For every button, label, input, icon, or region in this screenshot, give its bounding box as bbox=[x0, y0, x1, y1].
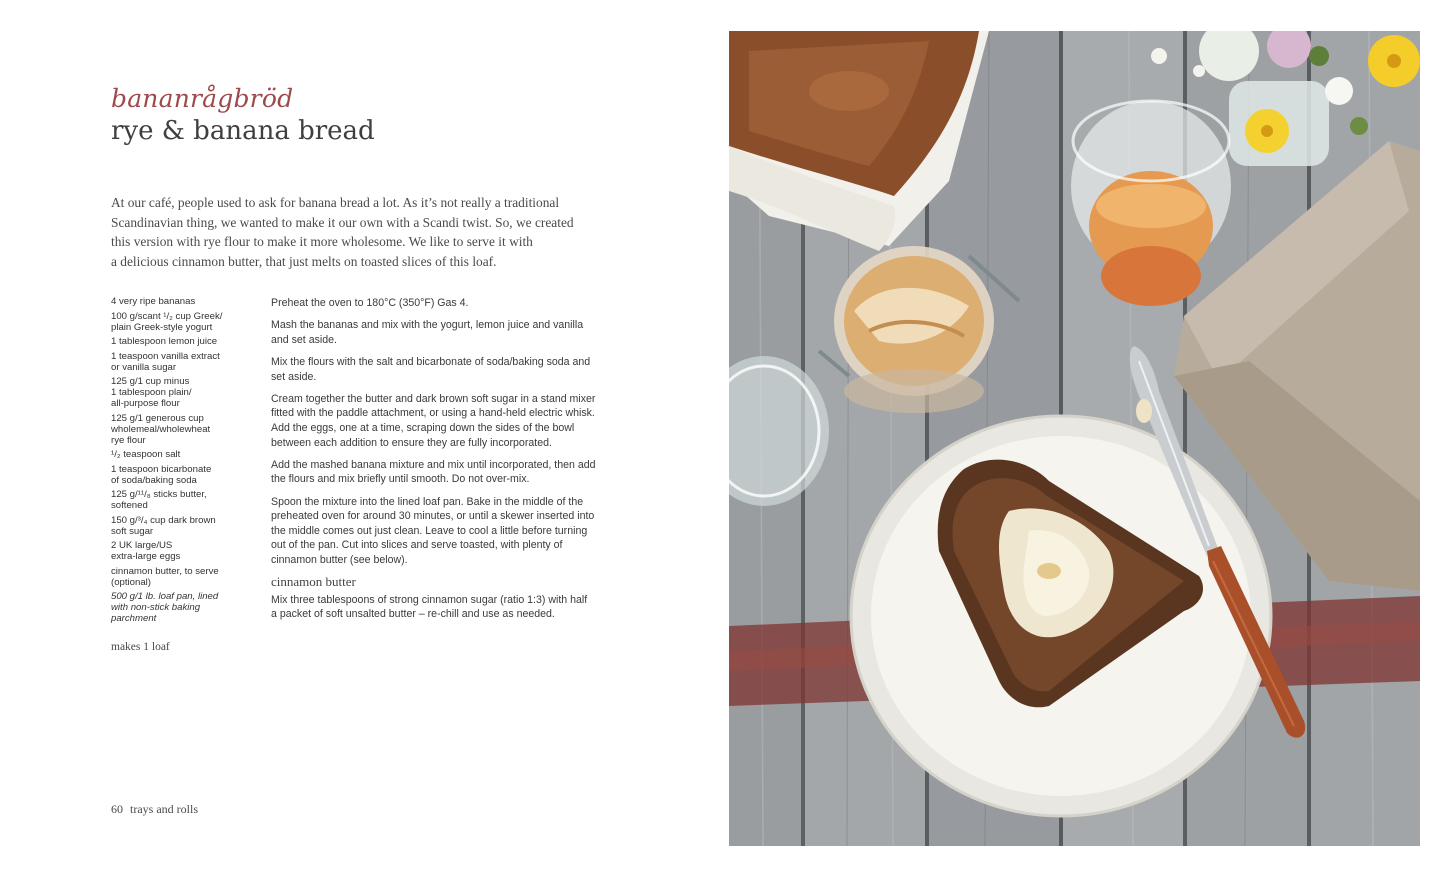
ingredient-line: 125 g/1 cup minus bbox=[111, 376, 190, 387]
method-line: Add the mashed banana mixture and mix until incorporated, then add bbox=[271, 458, 596, 471]
ingredient-line: 1 teaspoon bicarbonate bbox=[111, 463, 212, 475]
method-line: set aside. bbox=[271, 370, 317, 383]
method-step bbox=[271, 355, 661, 384]
method-line: fitted with the paddle attachment, or using a hand-held electric whisk. bbox=[271, 407, 595, 420]
page-footer bbox=[111, 802, 198, 817]
intro-paragraph bbox=[111, 193, 611, 271]
ingredient-line: 4 very ripe bananas bbox=[111, 296, 196, 307]
section-name: trays and rolls bbox=[130, 802, 198, 816]
method-step bbox=[271, 495, 661, 568]
method-line: Cream together the butter and dark brown soft sugar in a stand mixer bbox=[271, 392, 596, 405]
intro-line: a delicious cinnamon butter, that just melts on toasted slices of this loaf. bbox=[111, 253, 497, 269]
equipment-line: 500 g/1 lb. loaf pan, lined bbox=[111, 591, 219, 602]
ingredient-line: 125 g/1 generous cup bbox=[111, 412, 204, 424]
ingredient-item bbox=[111, 489, 251, 511]
method-line: Mash the bananas and mix with the yogurt, lemon juice and vanilla bbox=[271, 319, 584, 332]
equipment-note bbox=[111, 591, 251, 624]
ingredient-line: softened bbox=[111, 500, 148, 511]
ingredient-item bbox=[111, 376, 251, 409]
method-line: the middle comes out just clean. Leave to cool a little before turning bbox=[271, 524, 588, 537]
ingredient-line: 1 tablespoon lemon juice bbox=[111, 336, 218, 347]
ingredient-line: soft sugar bbox=[111, 525, 154, 537]
ingredient-item bbox=[111, 464, 251, 486]
method-line: out of the pan. Cut into slices and serve toasted, with plenty of bbox=[271, 539, 563, 552]
method-line: cinnamon butter (see below). bbox=[271, 553, 408, 566]
food-photo bbox=[729, 31, 1420, 846]
ingredient-item bbox=[111, 449, 251, 460]
equipment-line: parchment bbox=[111, 613, 157, 624]
ingredient-line: all-purpose flour bbox=[111, 398, 180, 409]
ingredient-line: 2 UK large/US bbox=[111, 540, 173, 551]
ingredient-item bbox=[111, 336, 251, 347]
equipment-line: with non-stick baking bbox=[111, 602, 201, 613]
page-number: 60 bbox=[111, 802, 123, 816]
method-line: and set aside. bbox=[271, 333, 337, 346]
method-line: Mix three tablespoons of strong cinnamon sugar (ratio 1:3) with half bbox=[271, 593, 588, 606]
ingredient-item bbox=[111, 540, 251, 562]
ingredient-line: extra-large eggs bbox=[111, 551, 181, 562]
ingredient-line: 1 tablespoon plain/ bbox=[111, 387, 192, 398]
method-line: Mix the flours with the salt and bicarbonate of soda/baking soda and bbox=[271, 355, 591, 368]
ingredient-line: wholemeal/wholewheat bbox=[111, 423, 211, 435]
ingredient-item bbox=[111, 296, 251, 307]
ingredient-line: ¹/₂ teaspoon salt bbox=[111, 449, 181, 460]
ingredient-line: or vanilla sugar bbox=[111, 361, 177, 373]
method-steps bbox=[271, 296, 661, 629]
method-line: a packet of soft unsalted butter – re-chill and use as needed. bbox=[271, 608, 555, 621]
intro-line: Scandinavian thing, we wanted to make it our own with a Scandi twist. So, we created bbox=[111, 214, 574, 230]
intro-line: this version with rye flour to make it more wholesome. We like to serve it with bbox=[111, 234, 533, 250]
method-line: the flours and mix briefly until smooth. Do not over-mix. bbox=[271, 473, 530, 486]
method-line: between each addition to ensure they are fully incorporated. bbox=[271, 436, 552, 449]
cinnamon-butter-text bbox=[271, 593, 661, 622]
ingredient-line: (optional) bbox=[111, 576, 151, 588]
ingredient-line: 1 teaspoon vanilla extract bbox=[111, 350, 220, 362]
ingredient-item bbox=[111, 515, 251, 537]
recipe-title-english: rye & banana bread bbox=[111, 116, 375, 146]
ingredient-item bbox=[111, 351, 251, 373]
ingredient-line: 125 g/¹¹/₈ sticks butter, bbox=[111, 489, 207, 500]
ingredient-item bbox=[111, 566, 251, 588]
ingredient-line: 100 g/scant ¹/₂ cup Greek/ bbox=[111, 310, 223, 322]
ingredient-line: of soda/baking soda bbox=[111, 474, 197, 486]
method-step bbox=[271, 318, 661, 347]
method-step bbox=[271, 458, 661, 487]
method-step bbox=[271, 296, 661, 311]
ingredient-item bbox=[111, 311, 251, 333]
ingredient-line: 150 g/³/₄ cup dark brown bbox=[111, 514, 216, 526]
ingredients-list bbox=[111, 296, 251, 628]
ingredient-line: cinnamon butter, to serve bbox=[111, 565, 219, 577]
recipe-yield: makes 1 loaf bbox=[111, 641, 170, 653]
method-line: Spoon the mixture into the lined loaf pan. Bake in the middle of the bbox=[271, 495, 584, 508]
intro-line: At our café, people used to ask for banana bread a lot. As it’s not really a traditional bbox=[111, 195, 560, 210]
ingredient-line: plain Greek-style yogurt bbox=[111, 321, 213, 333]
ingredient-item bbox=[111, 413, 251, 446]
method-line: Preheat the oven to 180°C (350°F) Gas 4. bbox=[271, 297, 469, 309]
food-photo-illustration bbox=[729, 31, 1420, 846]
method-step bbox=[271, 392, 661, 450]
method-line: Add the eggs, one at a time, scraping down the sides of the bowl bbox=[271, 421, 575, 434]
recipe-title-swedish: bananrågbröd bbox=[111, 84, 294, 113]
ingredient-line: rye flour bbox=[111, 434, 146, 446]
cinnamon-butter-heading: cinnamon butter bbox=[271, 574, 356, 590]
method-line: preheated oven for around 30 minutes, or until a skewer inserted into bbox=[271, 510, 595, 523]
